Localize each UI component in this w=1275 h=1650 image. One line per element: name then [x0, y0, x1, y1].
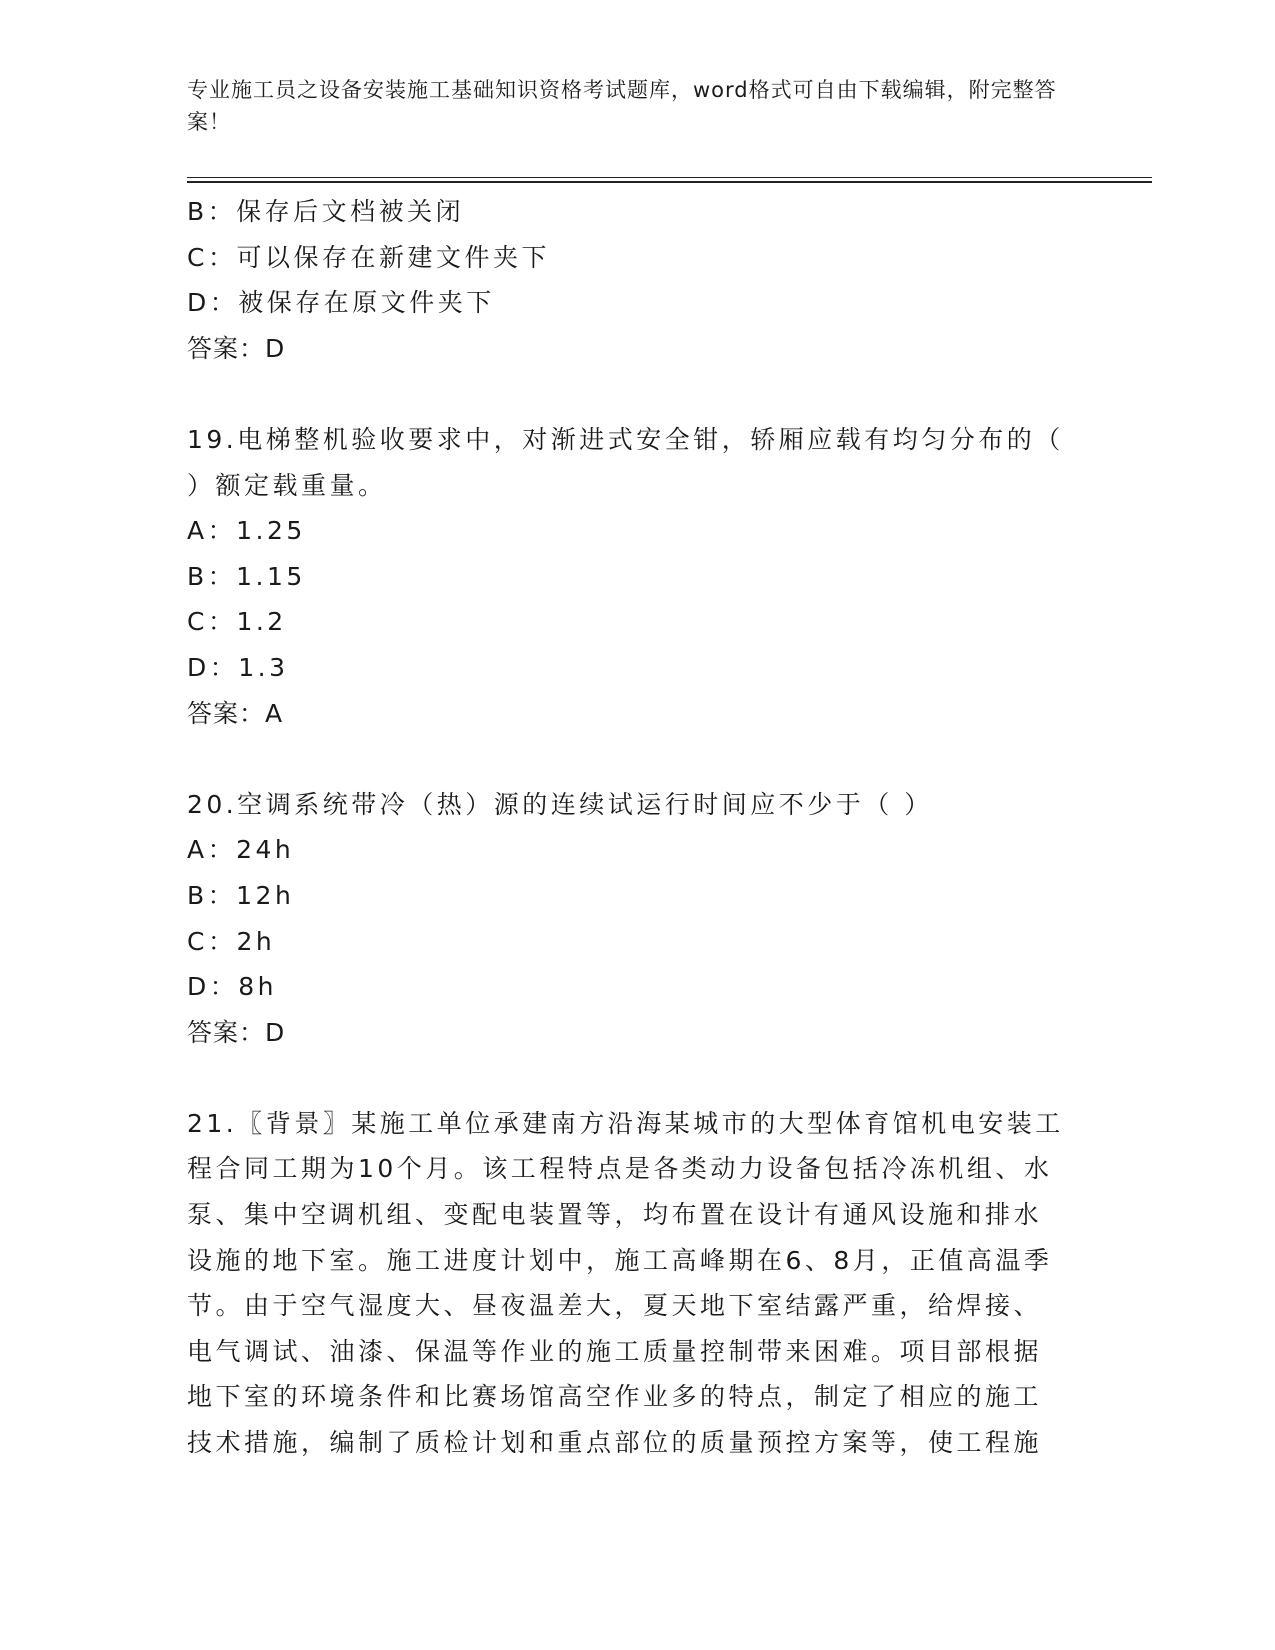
answer: 答案：A: [187, 698, 284, 728]
option-c: C：可以保存在新建文件夹下: [187, 242, 550, 272]
option-b: B：12h: [187, 880, 295, 910]
option-a: A：24h: [187, 835, 295, 865]
question-text-line: 技术措施，编制了质检计划和重点部位的质量预控方案等，使工程施: [187, 1428, 1043, 1458]
question-text-line: 地下室的环境条件和比赛场馆高空作业多的特点，制定了相应的施工: [187, 1382, 1043, 1412]
question-19: [187, 417, 1077, 736]
answer: 答案：D: [187, 1017, 286, 1047]
option-a: A：1.25: [187, 516, 306, 546]
option-d: D：8h: [187, 972, 278, 1002]
question-18: [187, 189, 1077, 371]
spacer: [187, 1055, 1077, 1101]
spacer: [187, 371, 1077, 417]
option-c: C：2h: [187, 926, 276, 956]
header-rule-thick: [187, 181, 1152, 183]
header-rule-thin: [187, 177, 1152, 178]
document-body: [187, 189, 1077, 1466]
question-text-line: 节。由于空气湿度大、昼夜温差大，夏天地下室结露严重，给焊接、: [187, 1291, 1043, 1321]
option-b: B：保存后文档被关闭: [187, 197, 465, 226]
question-text-line: 泵、集中空调机组、变配电装置等，均布置在设计有通风设施和排水: [187, 1200, 1043, 1230]
question-text-line: 19.电梯整机验收要求中，对渐进式安全钳，轿厢应载有均匀分布的（: [187, 424, 1064, 454]
answer: 答案：D: [187, 333, 286, 363]
question-20: [187, 782, 1077, 1056]
option-d: D：被保存在原文件夹下: [187, 288, 495, 318]
question-text: 20.空调系统带冷（热）源的连续试运行时间应不少于（ ）: [187, 789, 933, 819]
question-text-line: 电气调试、油漆、保温等作业的施工质量控制带来困难。项目部根据: [187, 1336, 1043, 1366]
option-b: B：1.15: [187, 561, 306, 591]
question-text-line: ）额定载重量。: [187, 470, 387, 500]
question-21: [187, 1101, 1077, 1466]
option-d: D：1.3: [187, 652, 289, 682]
question-text-line: 程合同工期为10个月。该工程特点是各类动力设备包括冷冻机组、水: [187, 1154, 1053, 1184]
question-text-line: 21.〖背景〗某施工单位承建南方沿海某城市的大型体育馆机电安装工: [187, 1108, 1064, 1138]
spacer: [187, 736, 1077, 782]
option-c: C：1.2: [187, 607, 287, 637]
question-text-line: 设施的地下室。施工进度计划中，施工高峰期在6、8月，正值高温季: [187, 1245, 1053, 1275]
page-header: 专业施工员之设备安装施工基础知识资格考试题库，word格式可自由下载编辑，附完整答案！: [187, 78, 1057, 134]
